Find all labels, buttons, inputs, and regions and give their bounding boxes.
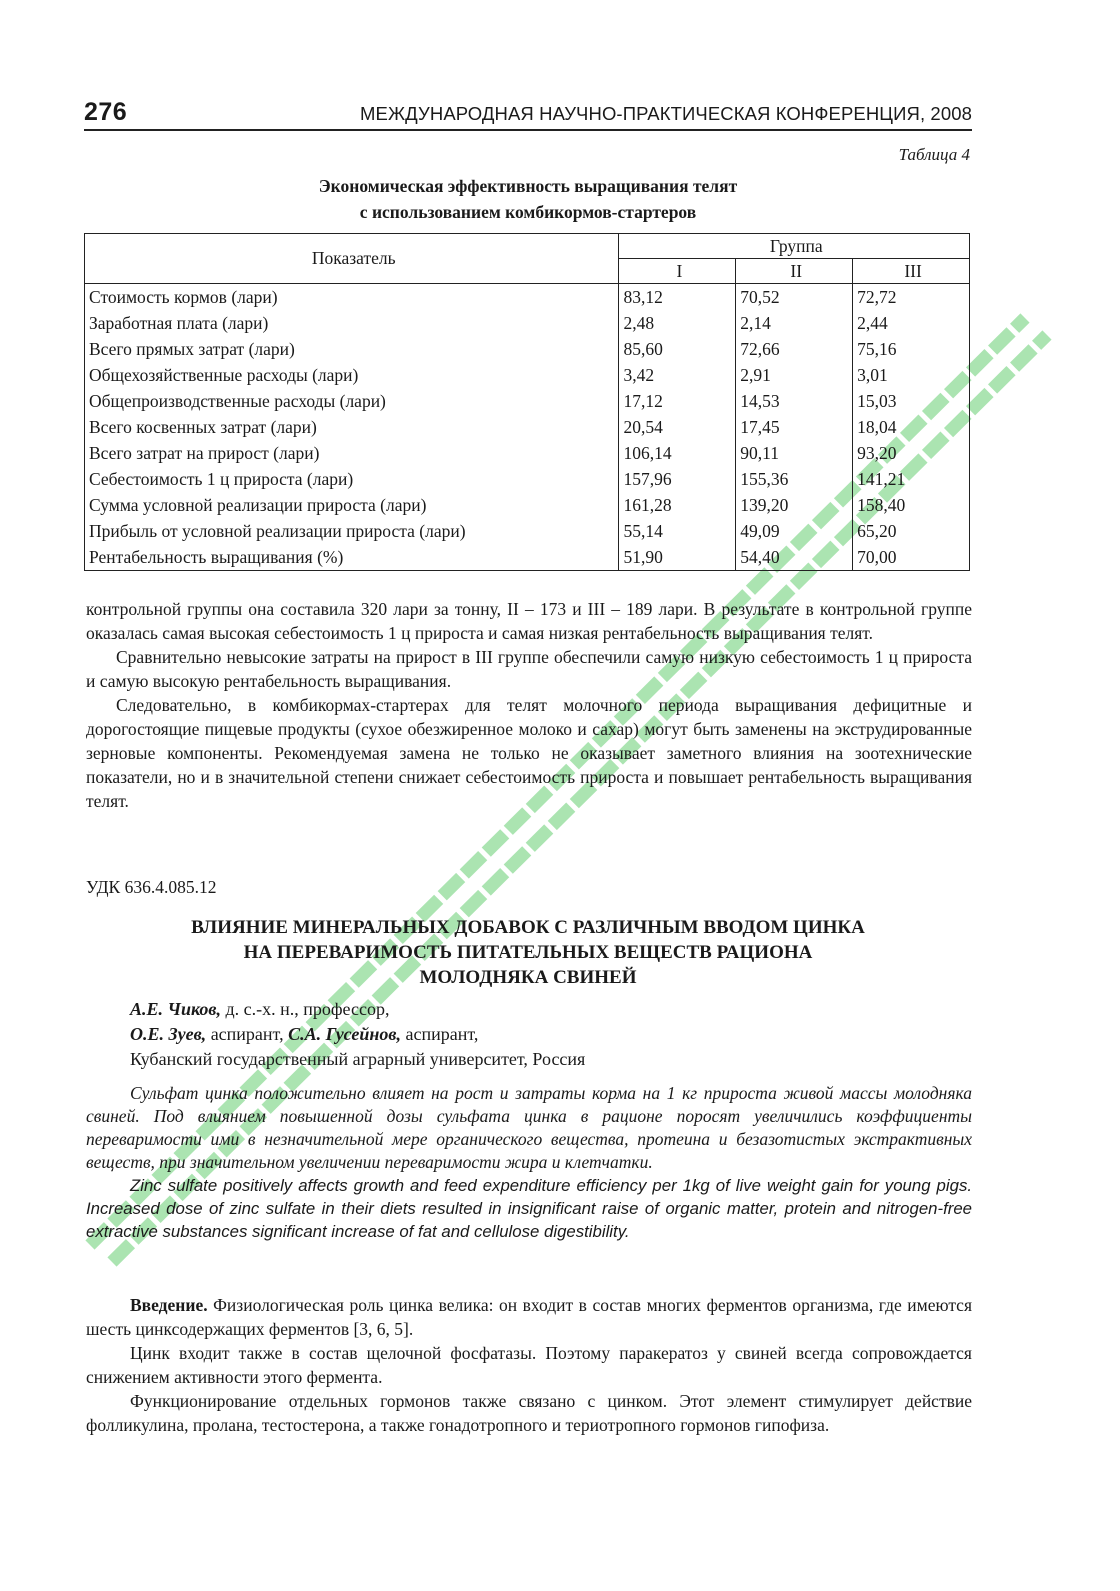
- author-name: С.А. Гусейнов,: [288, 1024, 401, 1044]
- row-label: Сумма условной реализации прироста (лари): [85, 492, 619, 518]
- intro-heading: Введение.: [130, 1295, 208, 1315]
- cell-value: 17,45: [736, 414, 853, 440]
- column-header-param: Показатель: [85, 234, 619, 284]
- table-row: [85, 336, 970, 362]
- cell-value: 90,11: [736, 440, 853, 466]
- cell-value: 20,54: [619, 414, 736, 440]
- cell-value: 141,21: [853, 466, 970, 492]
- table-row: [85, 440, 970, 466]
- intro-paragraph-3: Функционирование отдельных гормонов также связано с цинком. Этот элемент стимулирует действие фолликулина, пролана, тестостерона, а также гонадотропного и териотропного гормонов гипофиза.: [86, 1391, 972, 1435]
- author-role: аспирант,: [206, 1024, 289, 1044]
- running-title: МЕЖДУНАРОДНАЯ НАУЧНО-ПРАКТИЧЕСКАЯ КОНФЕРЕНЦИЯ, 2008: [360, 103, 972, 124]
- body-text: [86, 597, 972, 813]
- row-label: Заработная плата (лари): [85, 310, 619, 336]
- cell-value: 83,12: [619, 284, 736, 311]
- cell-value: 157,96: [619, 466, 736, 492]
- column-header-group-3: III: [853, 259, 970, 284]
- intro-text: Физиологическая роль цинка велика: он входит в состав многих ферментов организма, где имеются шесть цинксодержащих ферментов [3, 6, 5].: [86, 1295, 972, 1339]
- cell-value: 3,01: [853, 362, 970, 388]
- cell-value: 72,66: [736, 336, 853, 362]
- article-title: [84, 915, 972, 990]
- introduction: [86, 1293, 972, 1437]
- cell-value: 15,03: [853, 388, 970, 414]
- row-label: Всего косвенных затрат (лари): [85, 414, 619, 440]
- table-row: [85, 284, 970, 311]
- cell-value: 3,42: [619, 362, 736, 388]
- cell-value: 75,16: [853, 336, 970, 362]
- column-header-group: Группа: [619, 234, 970, 259]
- author-name: О.Е. Зуев,: [130, 1024, 207, 1044]
- row-label: Стоимость кормов (лари): [85, 284, 619, 311]
- article-title-line-3: МОЛОДНЯКА СВИНЕЙ: [419, 967, 637, 988]
- cell-value: 18,04: [853, 414, 970, 440]
- table-title-line-2: с использованием комбикормов-стартеров: [359, 202, 697, 222]
- cell-value: 51,90: [619, 544, 736, 571]
- affiliation: Кубанский государственный аграрный университет, Россия: [130, 1049, 586, 1069]
- udk-code: УДК 636.4.085.12: [86, 877, 217, 897]
- cell-value: 70,00: [853, 544, 970, 571]
- cell-value: 54,40: [736, 544, 853, 571]
- cell-value: 55,14: [619, 518, 736, 544]
- table-row: [85, 388, 970, 414]
- abstract-ru: Сульфат цинка положительно влияет на рост и затраты корма на 1 кг прироста живой массы молодняка свиней. Под влиянием повышенной дозы сульфата цинка в рационе поросят увеличились коэффициенты переваримости ими в незначительной мере органического вещества, протеина и безазотистых экстрактивных веществ, при значительном увеличении переваримости жира и клетчатки.: [86, 1083, 972, 1172]
- cell-value: 2,44: [853, 310, 970, 336]
- page-number: 276: [84, 98, 128, 126]
- body-paragraph-1: контрольной группы она составила 320 лари за тонну, II – 173 и III – 189 лари. В результате в контрольной группе оказалась самая высокая себестоимость 1 ц прироста и самая низкая рентабельность выращивания телят.: [86, 599, 972, 643]
- row-label: Общехозяйственные расходы (лари): [85, 362, 619, 388]
- intro-paragraph-2: Цинк входит также в состав щелочной фосфатазы. Поэтому паракератоз у свиней всегда сопровождается снижением активности этого фермента.: [86, 1343, 972, 1387]
- article-title-line-2: НА ПЕРЕВАРИМОСТЬ ПИТАТЕЛЬНЫХ ВЕЩЕСТВ РАЦИОНА: [243, 942, 813, 963]
- table-row: [85, 492, 970, 518]
- table-row: [85, 544, 970, 571]
- table-row: [85, 518, 970, 544]
- cell-value: 106,14: [619, 440, 736, 466]
- efficiency-table: [84, 233, 970, 571]
- cell-value: 2,14: [736, 310, 853, 336]
- cell-value: 17,12: [619, 388, 736, 414]
- column-header-group-1: I: [619, 259, 736, 284]
- header-rule: [84, 129, 972, 131]
- row-label: Всего прямых затрат (лари): [85, 336, 619, 362]
- cell-value: 161,28: [619, 492, 736, 518]
- row-label: Рентабельность выращивания (%): [85, 544, 619, 571]
- abstract-en: Zinc sulfate positively affects growth and feed expenditure efficiency per 1kg of live weight gain for young pigs. Increased dose of zinc sulfate in their diets resulted in insignificant raise of organic matter, protein and nitrogen-free extractive substances significant increase of fat and cellulose digestibility.: [86, 1176, 972, 1241]
- author-line-1: [130, 997, 585, 1022]
- author-line-2: [130, 1022, 585, 1047]
- article-title-line-1: ВЛИЯНИЕ МИНЕРАЛЬНЫХ ДОБАВОК С РАЗЛИЧНЫМ ВВОДОМ ЦИНКА: [191, 917, 865, 938]
- body-paragraph-2: Сравнительно невысокие затраты на прирост в III группе обеспечили самую низкую себестоимость 1 ц прироста и самую высокую рентабельность выращивания.: [86, 647, 972, 691]
- authors-block: [130, 997, 585, 1072]
- table-title: [84, 173, 972, 225]
- author-role: д. с.-х. н., профессор,: [220, 999, 390, 1019]
- cell-value: 70,52: [736, 284, 853, 311]
- cell-value: 158,40: [853, 492, 970, 518]
- column-header-group-2: II: [736, 259, 853, 284]
- cell-value: 139,20: [736, 492, 853, 518]
- table-label: Таблица 4: [898, 145, 970, 164]
- row-label: Прибыль от условной реализации прироста (лари): [85, 518, 619, 544]
- table-row: [85, 414, 970, 440]
- abstract: [86, 1082, 972, 1243]
- table-row: [85, 310, 970, 336]
- author-name: А.Е. Чиков,: [130, 999, 221, 1019]
- cell-value: 14,53: [736, 388, 853, 414]
- row-label: Всего затрат на прирост (лари): [85, 440, 619, 466]
- cell-value: 49,09: [736, 518, 853, 544]
- cell-value: 2,91: [736, 362, 853, 388]
- cell-value: 2,48: [619, 310, 736, 336]
- cell-value: 65,20: [853, 518, 970, 544]
- cell-value: 72,72: [853, 284, 970, 311]
- cell-value: 93,20: [853, 440, 970, 466]
- row-label: Общепроизводственные расходы (лари): [85, 388, 619, 414]
- author-role: аспирант,: [400, 1024, 479, 1044]
- table-row: [85, 466, 970, 492]
- table-row: [85, 362, 970, 388]
- intro-paragraph-1: [86, 1293, 972, 1341]
- table-title-line-1: Экономическая эффективность выращивания телят: [318, 176, 738, 196]
- body-paragraph-3: Следовательно, в комбикормах-стартерах для телят молочного периода выращивания дефицитные и дорогостоящие пищевые продукты (сухое обезжиренное молоко и сахар) могут быть заменены на экструдированные зерновые компоненты. Рекомендуемая замена не только не оказывает заметного влияния на зоотехнические показатели, но и в значительной степени снижает себестоимость прироста и повышает рентабельность выращивания телят.: [86, 695, 972, 811]
- row-label: Себестоимость 1 ц прироста (лари): [85, 466, 619, 492]
- cell-value: 85,60: [619, 336, 736, 362]
- cell-value: 155,36: [736, 466, 853, 492]
